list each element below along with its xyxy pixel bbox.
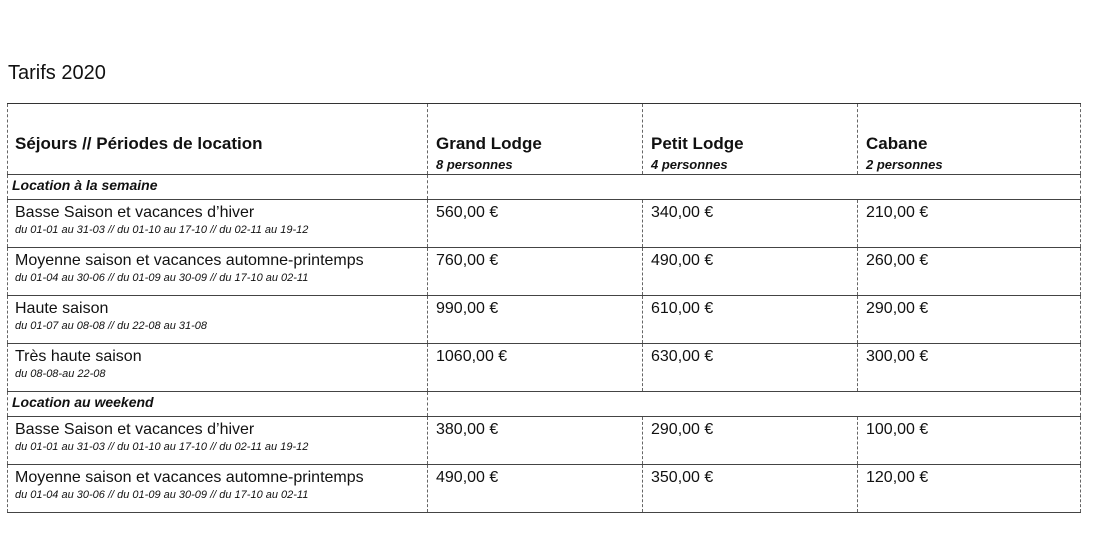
price-cabane: 300,00 € [866, 348, 929, 365]
table-row [8, 248, 1081, 296]
price-cell [858, 248, 1081, 296]
price-petit-lodge: 350,00 € [651, 469, 714, 486]
price-cell [643, 248, 858, 296]
period-dates: du 01-01 au 31-03 // du 01-10 au 17-10 // du 02-11 au 19-12 [15, 441, 309, 453]
price-grand-lodge: 490,00 € [436, 469, 499, 486]
period-name: Basse Saison et vacances d’hiver [15, 421, 255, 438]
price-cell [643, 200, 858, 248]
price-cabane: 290,00 € [866, 300, 929, 317]
period-dates: du 01-04 au 30-06 // du 01-09 au 30-09 // du 17-10 au 02-11 [15, 489, 309, 501]
period-cell [8, 344, 428, 392]
column-capacity: 2 personnes [866, 157, 943, 172]
price-cell [643, 296, 858, 344]
price-cell [428, 344, 643, 392]
table-row [8, 200, 1081, 248]
header-period [8, 104, 428, 175]
section-label: Location à la semaine [8, 175, 428, 200]
period-dates: du 01-04 au 30-06 // du 01-09 au 30-09 // du 17-10 au 02-11 [15, 272, 309, 284]
price-cabane: 260,00 € [866, 252, 929, 269]
period-cell [8, 296, 428, 344]
period-cell [8, 248, 428, 296]
price-grand-lodge: 1060,00 € [436, 348, 508, 365]
price-cell [428, 248, 643, 296]
period-name: Moyenne saison et vacances automne-printemps [15, 252, 364, 269]
period-name: Moyenne saison et vacances automne-printemps [15, 469, 364, 486]
price-cell [858, 465, 1081, 513]
price-petit-lodge: 630,00 € [651, 348, 714, 365]
period-name: Haute saison [15, 300, 109, 317]
price-cell [643, 465, 858, 513]
price-petit-lodge: 340,00 € [651, 204, 714, 221]
price-petit-lodge: 610,00 € [651, 300, 714, 317]
price-cell [428, 200, 643, 248]
column-capacity: 8 personnes [436, 157, 513, 172]
period-cell [8, 465, 428, 513]
header-cabane [858, 104, 1081, 175]
period-dates: du 01-07 au 08-08 // du 22-08 au 31-08 [15, 320, 208, 332]
period-dates: du 01-01 au 31-03 // du 01-10 au 17-10 // du 02-11 au 19-12 [15, 224, 309, 236]
table-header-row [8, 104, 1081, 175]
table-row [8, 296, 1081, 344]
price-grand-lodge: 380,00 € [436, 421, 499, 438]
price-grand-lodge: 560,00 € [436, 204, 499, 221]
price-cabane: 100,00 € [866, 421, 929, 438]
section-row-weekend [8, 392, 1081, 417]
column-name: Cabane [866, 134, 928, 153]
table-row [8, 344, 1081, 392]
price-cell [643, 417, 858, 465]
price-grand-lodge: 990,00 € [436, 300, 499, 317]
price-cell [643, 344, 858, 392]
price-cabane: 210,00 € [866, 204, 929, 221]
price-cell [428, 465, 643, 513]
period-cell [8, 417, 428, 465]
header-grand-lodge [428, 104, 643, 175]
table-row [8, 417, 1081, 465]
table-row [8, 465, 1081, 513]
section-spacer [428, 175, 1081, 200]
section-spacer [428, 392, 1081, 417]
section-label: Location au weekend [8, 392, 428, 417]
price-cabane: 120,00 € [866, 469, 929, 486]
column-capacity: 4 personnes [651, 157, 728, 172]
price-petit-lodge: 490,00 € [651, 252, 714, 269]
column-name: Petit Lodge [651, 134, 744, 153]
price-cell [858, 344, 1081, 392]
section-row-week [8, 175, 1081, 200]
column-name: Grand Lodge [436, 134, 542, 153]
price-cell [428, 417, 643, 465]
period-cell [8, 200, 428, 248]
tariff-table [7, 103, 1081, 513]
page-title: Tarifs 2020 [8, 62, 106, 84]
price-grand-lodge: 760,00 € [436, 252, 499, 269]
period-name: Très haute saison [15, 348, 142, 365]
header-petit-lodge [643, 104, 858, 175]
price-cell [428, 296, 643, 344]
price-cell [858, 417, 1081, 465]
price-petit-lodge: 290,00 € [651, 421, 714, 438]
price-cell [858, 200, 1081, 248]
period-name: Basse Saison et vacances d’hiver [15, 204, 255, 221]
header-period-label: Séjours // Périodes de location [15, 134, 263, 153]
period-dates: du 08-08-au 22-08 [15, 368, 106, 380]
price-cell [858, 296, 1081, 344]
